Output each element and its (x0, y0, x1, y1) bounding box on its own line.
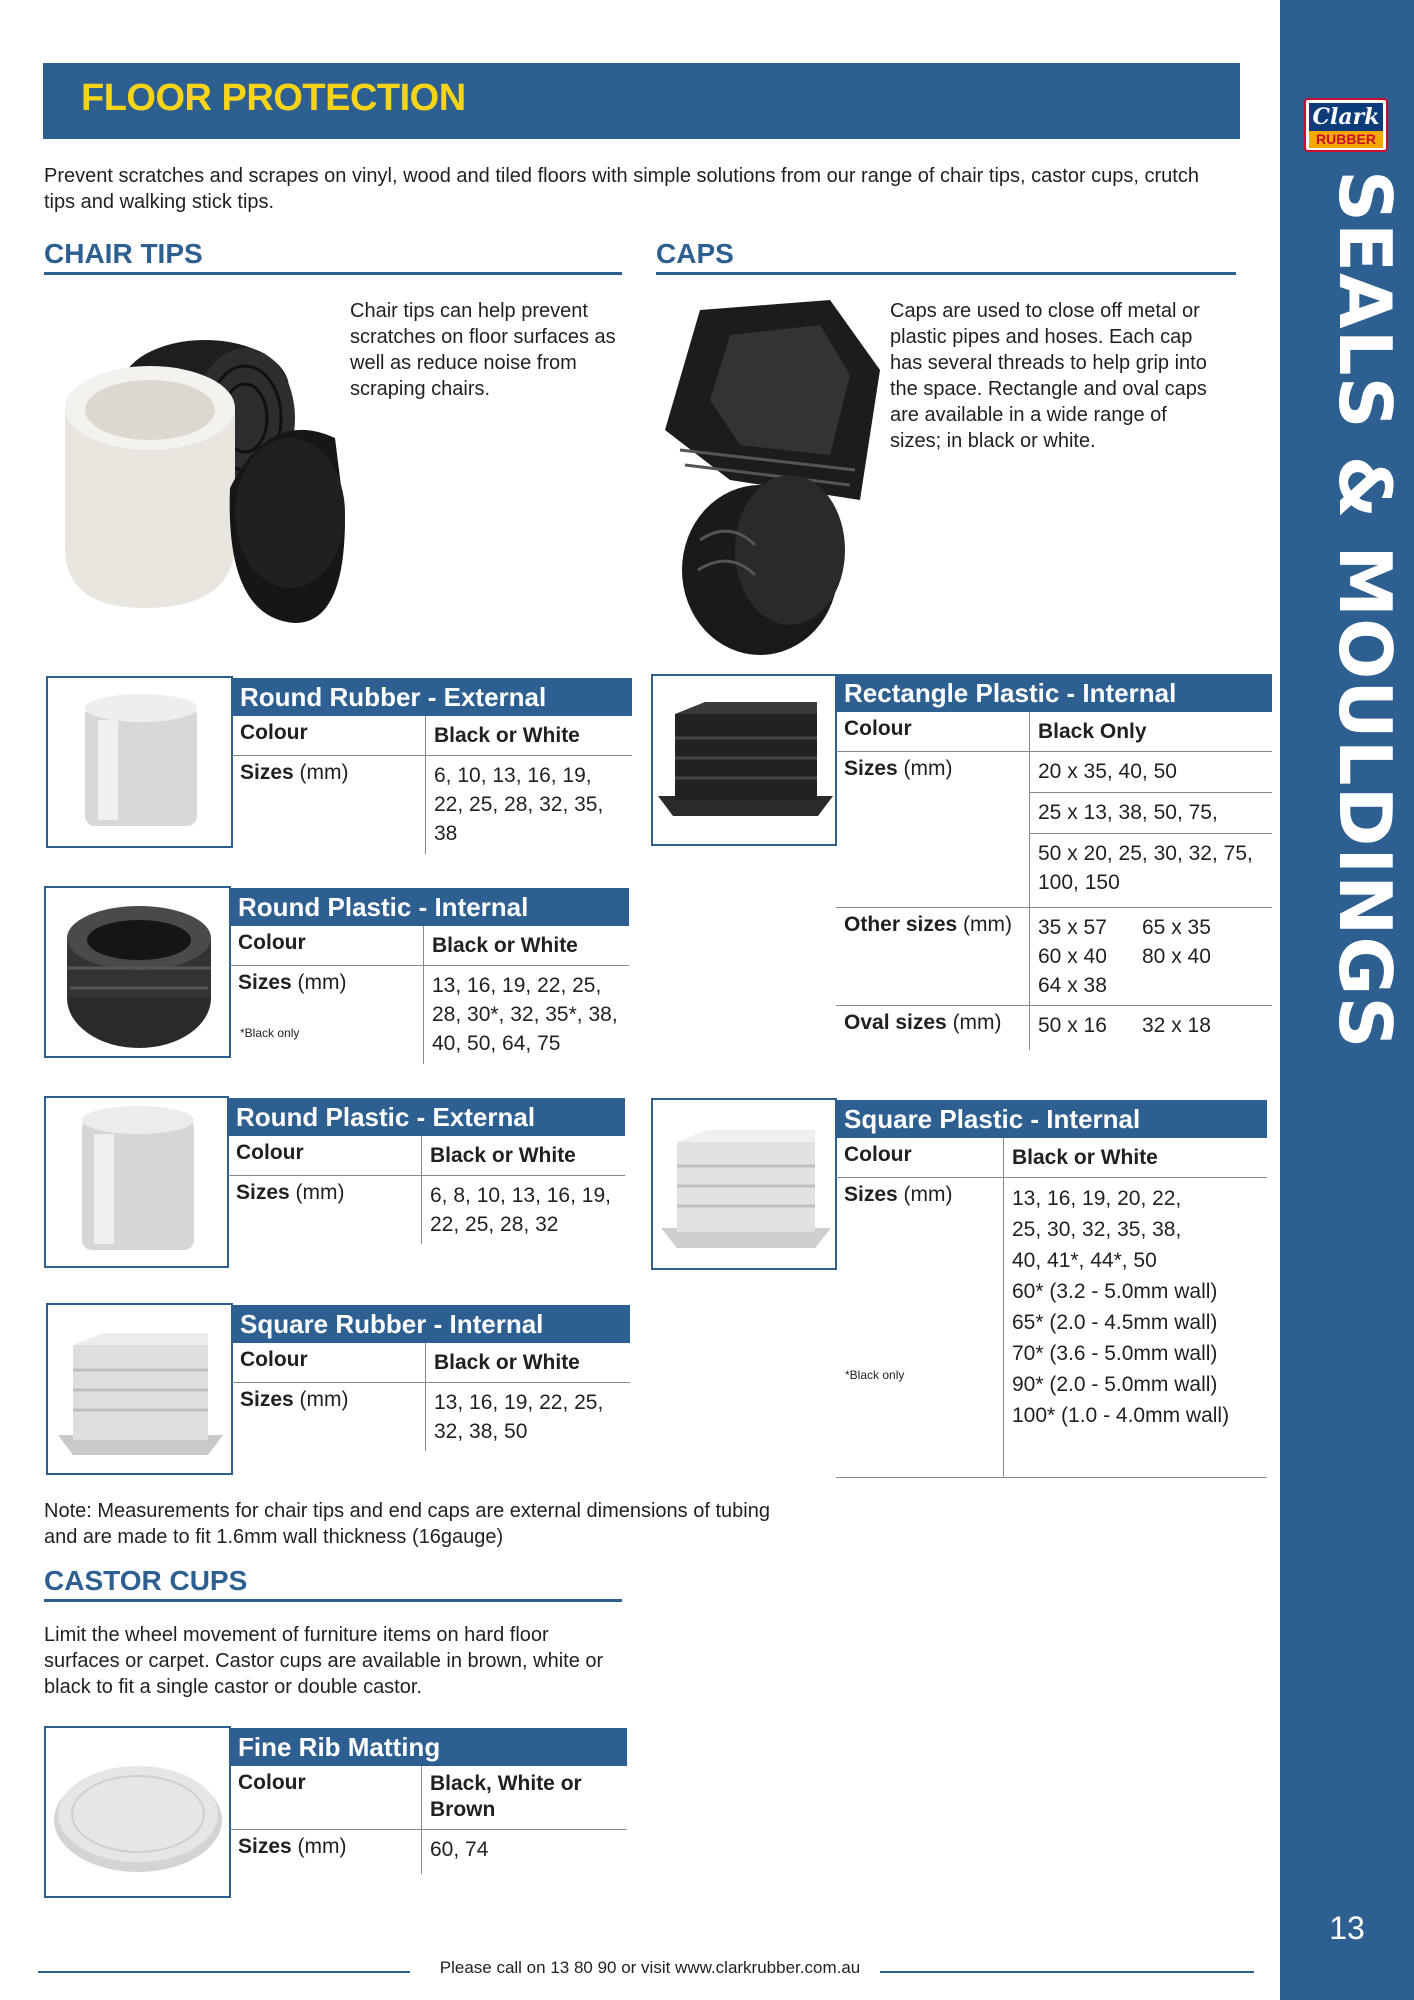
sizes-label: Sizes (mm) (232, 1383, 426, 1451)
logo-subtitle: RUBBER (1309, 131, 1383, 148)
sizes-label: Sizes (mm) (836, 1178, 1004, 1477)
oval-size-1: 50 x 16 (1038, 1014, 1107, 1037)
product-title: Square Rubber - Internal (232, 1305, 630, 1343)
colour-value: Black Only (1038, 720, 1147, 743)
colour-label: Colour (228, 1136, 422, 1175)
chair-tips-heading: CHAIR TIPS (44, 238, 622, 275)
product-title: Round Plastic - Internal (230, 888, 629, 926)
black-only-footnote: *Black only (845, 1368, 905, 1382)
product-title: Fine Rib Matting (230, 1728, 627, 1766)
other-sizes-label: Other sizes (mm) (836, 908, 1030, 1005)
footer-contact: Please call on 13 80 90 or visit www.clarkrubber.com.au (439, 1958, 861, 1977)
other-sizes-column-1: 35 x 57 60 x 40 64 x 38 (1038, 916, 1107, 997)
sizes-value: 13, 16, 19, 20, 22, 25, 30, 32, 35, 38, 40, 41*, 44*, 50 60* (3.2 - 5.0mm wall) 65* (2.0 - 4.5mm wall) 70* (3.6 - 5.0mm wall) 90* (2.0 - 5.0mm wall) 100* (1.0 - 4.0mm wall) (1012, 1187, 1230, 1427)
product-title: Rectangle Plastic - Internal (836, 674, 1272, 712)
colour-row (230, 926, 629, 966)
product-thumbnail (44, 1726, 231, 1898)
product-rectangle-plastic-internal (651, 674, 1272, 1054)
other-sizes-row (836, 908, 1272, 1006)
colour-value: Black, White or Brown (430, 1772, 582, 1821)
other-sizes-column-2: 65 x 35 80 x 40 (1142, 916, 1211, 968)
sizes-value: 13, 16, 19, 22, 25, 28, 30*, 32, 35*, 38, 40, 50, 64, 75 (432, 974, 618, 1055)
colour-label: Colour (836, 1138, 1004, 1177)
product-thumbnail (46, 1303, 233, 1475)
colour-row (836, 712, 1272, 752)
product-title: Round Plastic - External (228, 1098, 625, 1136)
colour-row (228, 1136, 625, 1176)
caps-description: Caps are used to close off metal or plastic pipes and hoses. Each cap has several threads to help grip into the space. Rectangle and oval caps are available in a wide range of sizes; in black or white. (890, 300, 1207, 452)
colour-row (232, 716, 632, 756)
sizes-row (836, 1178, 1267, 1478)
sizes-value: 13, 16, 19, 22, 25, 32, 38, 50 (434, 1391, 604, 1443)
colour-value: Black or White (432, 934, 578, 957)
sizes-value: 20 x 35, 40, 50 (1038, 760, 1177, 783)
page-number: 13 (1329, 1910, 1365, 1946)
colour-value: Black or White (434, 1351, 580, 1374)
product-square-rubber-internal (46, 1303, 630, 1475)
sizes-value: 25 x 13, 38, 50, 75, (1038, 801, 1218, 824)
colour-label: Colour (230, 926, 424, 965)
castor-cups-description: Limit the wheel movement of furniture items on hard floor surfaces or carpet. Castor cups are available in brown, white or black to fit a single castor or double castor. (44, 1624, 604, 1698)
footer-rule-right (880, 1971, 1254, 1973)
sizes-row (230, 966, 629, 1064)
title-banner (43, 63, 1240, 139)
product-square-plastic-internal (651, 1098, 1267, 1482)
sizes-label: Sizes (mm) (228, 1176, 422, 1244)
product-round-plastic-external (44, 1096, 625, 1268)
product-round-plastic-internal (44, 886, 629, 1064)
product-thumbnail (44, 886, 231, 1058)
section-side-title: SEALS & MOULDINGS (1323, 170, 1407, 1050)
chair-tips-photo (55, 318, 345, 628)
colour-label: Colour (230, 1766, 422, 1829)
colour-label: Colour (232, 1343, 426, 1382)
sizes-row (228, 1176, 625, 1244)
sizes-label: Sizes (mm) (232, 756, 426, 854)
sizes-row-3 (1030, 834, 1272, 908)
clark-rubber-logo (1304, 98, 1388, 152)
chair-tips-description: Chair tips can help prevent scratches on floor surfaces as well as reduce noise from scraping chairs. (350, 300, 616, 400)
sizes-label: Sizes (mm) (836, 752, 1030, 908)
sizes-value: 6, 10, 13, 16, 19, 22, 25, 28, 32, 35, 38 (434, 764, 604, 845)
logo-wordmark: Clark (1309, 103, 1383, 131)
colour-label: Colour (836, 712, 1030, 751)
colour-row (232, 1343, 630, 1383)
oval-size-2: 32 x 18 (1142, 1014, 1211, 1037)
product-title: Round Rubber - External (232, 678, 632, 716)
page-title: FLOOR PROTECTION (81, 77, 466, 119)
caps-photo (660, 280, 885, 660)
sizes-value: 60, 74 (430, 1838, 489, 1861)
oval-sizes-row (836, 1006, 1272, 1050)
colour-value: Black or White (430, 1144, 576, 1167)
intro-paragraph: Prevent scratches and scrapes on vinyl, wood and tiled floors with simple solutions from our range of chair tips, castor cups, crutch tips and walking stick tips. (44, 165, 1199, 213)
product-thumbnail (46, 676, 233, 848)
sizes-row-2 (1030, 793, 1272, 834)
footer-rule-left (38, 1971, 410, 1973)
sizes-row-1 (1030, 752, 1272, 793)
colour-row (230, 1766, 627, 1830)
measurement-note: Note: Measurements for chair tips and end caps are external dimensions of tubing and are made to fit 1.6mm wall thickness (16gauge) (44, 1500, 770, 1548)
product-thumbnail (651, 1098, 837, 1270)
colour-label: Colour (232, 716, 426, 755)
sizes-value: 6, 8, 10, 13, 16, 19, 22, 25, 28, 32 (430, 1184, 611, 1236)
product-round-rubber-external (46, 676, 632, 854)
sizes-value: 50 x 20, 25, 30, 32, 75, 100, 150 (1038, 842, 1253, 894)
product-thumbnail (651, 674, 837, 846)
sizes-label: Sizes (mm) (230, 1830, 422, 1874)
colour-row (836, 1138, 1267, 1178)
sizes-row (232, 1383, 630, 1451)
product-thumbnail (44, 1096, 229, 1268)
sizes-row (232, 756, 632, 854)
oval-sizes-label: Oval sizes (mm) (836, 1006, 1030, 1050)
caps-heading: CAPS (656, 238, 1236, 275)
colour-value: Black or White (434, 724, 580, 747)
castor-cups-heading: CASTOR CUPS (44, 1565, 622, 1602)
sizes-row (230, 1830, 627, 1874)
product-title: Square Plastic - Internal (836, 1100, 1267, 1138)
product-fine-rib-matting (44, 1726, 627, 1898)
sizes-label: Sizes (mm) (230, 966, 424, 1064)
colour-value: Black or White (1012, 1146, 1158, 1169)
black-only-footnote: *Black only (240, 1026, 300, 1040)
